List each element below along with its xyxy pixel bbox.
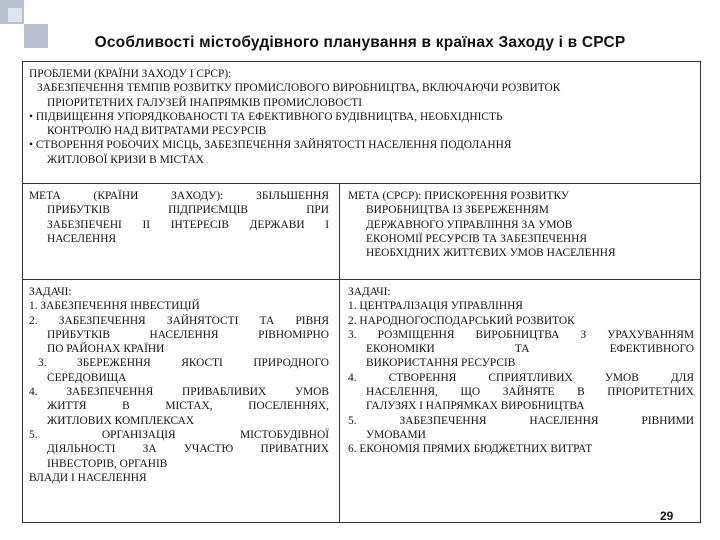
- divider-problems: [23, 183, 700, 184]
- tasks-ussr-header: ЗАДАЧІ:: [348, 286, 391, 298]
- task-west-2-line-1: 2. ЗАБЕЗПЕЧЕННЯ ЗАЙНЯТОСТІ ТА РІВНЯ: [29, 314, 329, 327]
- problem-3-line-1: • СТВОРЕННЯ РОБОЧИХ МІСЦЬ, ЗАБЕЗПЕЧЕННЯ ЗАЙНЯТОСТІ НАСЕЛЕННЯ ПОДОЛАННЯ: [29, 139, 512, 152]
- problems-section: [29, 67, 699, 167]
- problem-2-line-1: • ПІДВИЩЕННЯ УПОРЯДКОВАНОСТІ ТА ЕФЕКТИВНОГО БУДІВНИЦТВА, НЕОБХІДНІСТЬ: [29, 110, 503, 123]
- goal-west-line-3: ЗАБЕЗПЕЧЕНІ ІІ ІНТЕРЕСІВ ДЕРЖАВИ І: [47, 218, 329, 231]
- task-ussr-2: 2. НАРОДНОГОСПОДАРСЬКИЙ РОЗВИТОК: [348, 314, 575, 327]
- task-west-5-line-2: ДІЯЛЬНОСТІ ЗА УЧАСТЮ ПРИВАТНИХ: [47, 443, 329, 456]
- problem-2-line-2: КОНТРОЛЮ НАД ВИТРАТАМИ РЕСУРСІВ: [47, 125, 267, 138]
- column-divider: [339, 183, 340, 523]
- task-west-3-line-1: 3. ЗБЕРЕЖЕННЯ ЯКОСТІ ПРИРОДНОГО: [38, 357, 329, 370]
- page-title: Особливості містобудівного планування в країнах Заходу і в СРСР: [94, 34, 626, 51]
- task-west-5-line-3: ІНВЕСТОРІВ, ОРГАНІВ: [47, 457, 168, 470]
- problem-3-line-2: ЖИТЛОВОЇ КРИЗИ В МІСТАХ: [47, 153, 204, 166]
- task-west-4-line-3: ЖИТЛОВИХ КОМПЛЕКСАХ: [47, 414, 195, 427]
- task-ussr-1: 1. ЦЕНТРАЛІЗАЦІЯ УПРАВЛІННЯ: [348, 300, 523, 313]
- task-west-2-line-3: ПО РАЙОНАХ КРАЇНИ: [47, 343, 165, 356]
- task-ussr-3-line-2: ЕКОНОМІКИ ТА ЕФЕКТИВНОГО: [366, 343, 694, 356]
- task-ussr-6: 6. ЕКОНОМІЯ ПРЯМИХ БЮДЖЕТНИХ ВИТРАТ: [348, 443, 593, 456]
- tasks-west: [29, 285, 329, 485]
- task-ussr-4-line-1: 4. СТВОРЕННЯ СПРИЯТЛИВИХ УМОВ ДЛЯ: [348, 371, 694, 384]
- goal-ussr-line-3: ДЕРЖАВНОГО УПРАВЛІННЯ ЗА УМОВ: [366, 218, 573, 231]
- goal-west: [29, 189, 329, 246]
- problems-header: ПРОБЛЕМИ (КРАЇНИ ЗАХОДУ І СРСР):: [29, 68, 232, 80]
- task-west-1: 1. ЗАБЕЗПЕЧЕННЯ ІНВЕСТИЦІЙ: [29, 300, 200, 313]
- decor-square-5: [8, 8, 22, 22]
- task-ussr-5-line-2: УМОВАМИ: [366, 428, 426, 441]
- goal-ussr: [348, 189, 694, 260]
- goal-ussr-line-1: МЕТА (СРСР): ПРИСКОРЕННЯ РОЗВИТКУ: [348, 190, 569, 202]
- task-ussr-5-line-1: 5. ЗАБЕЗПЕЧЕННЯ НАСЕЛЕННЯ РІВНИМИ: [348, 414, 694, 427]
- goal-west-line-2: ПРИБУТКІВ ПІДПРИЄМЦІВ ПРИ: [47, 204, 329, 217]
- problem-1-line-2: ПРІОРИТЕТНИХ ГАЛУЗЕЙ ІНАПРЯМКІВ ПРОМИСЛОВОСТІ: [47, 96, 362, 109]
- goal-west-line-4: НАСЕЛЕННЯ: [47, 232, 117, 245]
- task-west-5-line-4: ВЛАДИ І НАСЕЛЕННЯ: [29, 471, 147, 484]
- task-west-4-line-2: ЖИТТЯ В МІСТАХ, ПОСЕЛЕННЯХ,: [47, 400, 329, 413]
- page-number: 29: [660, 509, 674, 523]
- task-west-4-line-1: 4. ЗАБЕЗПЕЧЕННЯ ПРИВАБЛИВИХ УМОВ: [29, 386, 329, 399]
- goal-ussr-line-2: ВИРОБНИЦТВА ІЗ ЗБЕРЕЖЕННЯМ: [366, 204, 549, 217]
- tasks-west-header: ЗАДАЧІ:: [29, 286, 72, 298]
- task-west-3-line-2: СЕРЕДОВИЩА: [47, 371, 127, 384]
- tasks-ussr: [348, 285, 694, 457]
- content-table: [22, 61, 701, 523]
- divider-goals: [23, 279, 700, 280]
- goal-ussr-line-5: НЕОБХІДНИХ ЖИТТЄВИХ УМОВ НАСЕЛЕННЯ: [366, 247, 616, 260]
- goal-west-line-1: МЕТА (КРАЇНИ ЗАХОДУ): ЗБІЛЬШЕННЯ: [29, 190, 329, 202]
- task-ussr-4-line-2: НАСЕЛЕННЯ, ЩО ЗАЙНЯТЕ В ПРІОРИТЕТНИХ: [366, 386, 694, 399]
- task-west-5-line-1: 5. ОРГАНІЗАЦІЯ МІСТОБУДІВНОЇ: [29, 428, 329, 441]
- task-west-2-line-2: ПРИБУТКІВ НАСЕЛЕННЯ РІВНОМІРНО: [47, 328, 329, 341]
- task-ussr-3-line-3: ВИКОРИСТАННЯ РЕСУРСІВ: [366, 357, 516, 370]
- task-ussr-4-line-3: ГАЛУЗЯХ І НАПРЯМКАХ ВИРОБНИЦТВА: [366, 400, 585, 413]
- problem-1-line-1: ЗАБЕЗПЕЧЕННЯ ТЕМПІВ РОЗВИТКУ ПРОМИСЛОВОГО ВИРОБНИЦТВА, ВКЛЮЧАЮЧИ РОЗВИТОК: [37, 82, 561, 95]
- task-ussr-3-line-1: 3. РОЗМІЩЕННЯ ВИРОБНИЦТВА З УРАХУВАННЯМ: [348, 328, 694, 341]
- decor-square-2: [24, 0, 48, 24]
- goal-ussr-line-4: ЕКОНОМІЇ РЕСУРСІВ ТА ЗАБЕЗПЕЧЕННЯ: [366, 232, 587, 245]
